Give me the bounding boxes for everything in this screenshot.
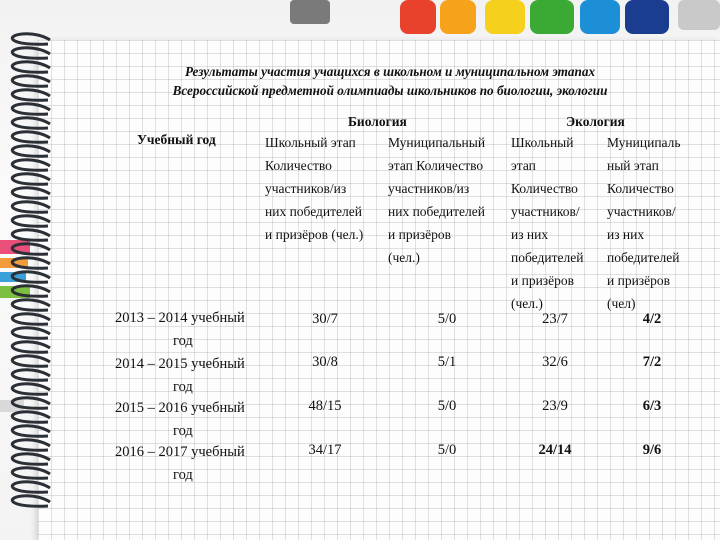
column-header-line: Школьный — [511, 135, 574, 150]
value-bio-school: 30/7 — [312, 311, 338, 327]
year-cell — [115, 353, 245, 399]
column-header-line: победителей — [511, 250, 584, 265]
value-eco-school: 24/14 — [538, 442, 572, 458]
year-cell-line: 2015 – 2016 учебный — [115, 400, 245, 416]
value-bio-municipal: 5/0 — [437, 311, 457, 327]
column-header-line: (чел) — [607, 296, 636, 311]
value-bio-municipal: 5/0 — [437, 398, 457, 414]
spiral-ring — [12, 300, 50, 310]
spiral-ring — [12, 496, 50, 506]
column-header-line: участников/из — [265, 181, 347, 196]
spiral-ring — [12, 258, 50, 268]
subject-ecology: Экология — [566, 114, 625, 129]
spiral-ring — [12, 440, 50, 450]
value-bio-municipal: 5/1 — [437, 354, 457, 370]
value-eco-municipal: 4/2 — [642, 311, 662, 327]
crayon-darkblue — [625, 0, 669, 34]
spiral-ring — [12, 314, 50, 324]
spiral-ring — [12, 468, 50, 478]
column-header-line: участников/ — [511, 204, 580, 219]
column-header-eco-municipal — [607, 131, 681, 315]
column-header-line: участников/из — [388, 181, 470, 196]
spiral-ring — [12, 482, 50, 492]
crayon-red — [400, 0, 436, 34]
column-header-line: участников/ — [607, 204, 676, 219]
year-cell — [115, 397, 245, 443]
column-header-line: победителей — [607, 250, 680, 265]
crayon-grey — [290, 0, 330, 24]
year-cell-line: 2013 – 2014 учебный — [115, 310, 245, 326]
column-header-line: них победителей — [388, 204, 485, 219]
column-header-line: них победителей — [265, 204, 362, 219]
year-cell-line: год — [173, 379, 193, 395]
year-cell — [115, 307, 245, 353]
spiral-ring — [12, 76, 50, 86]
value-eco-school: 23/9 — [542, 398, 568, 414]
value-eco-municipal: 6/3 — [642, 398, 662, 414]
column-header-line: Количество — [607, 181, 674, 196]
spiral-ring — [12, 356, 50, 366]
spiral-ring — [12, 328, 50, 338]
column-header-line: ный этап — [607, 158, 659, 173]
spiral-ring — [12, 62, 50, 72]
crayon-green — [530, 0, 574, 34]
year-cell-line: 2014 – 2015 учебный — [115, 356, 245, 372]
spiral-ring — [12, 174, 50, 184]
title-line-1: Результаты участия учащихся в школьном и муниципальном этапах — [184, 64, 596, 79]
spiral-ring — [12, 160, 50, 170]
value-bio-school: 30/8 — [312, 354, 338, 370]
spiral-ring — [12, 104, 50, 114]
spiral-ring — [12, 426, 50, 436]
value-eco-municipal: 7/2 — [642, 354, 662, 370]
year-cell-line: год — [173, 333, 193, 349]
year-cell-line: 2016 – 2017 учебный — [115, 444, 245, 460]
spiral-ring — [12, 342, 50, 352]
spiral-ring — [12, 90, 50, 100]
column-header-line: Количество — [511, 181, 578, 196]
spiral-ring — [12, 384, 50, 394]
column-header-line: из них — [607, 227, 645, 242]
year-cell-line: год — [173, 423, 193, 439]
spiral-ring — [12, 412, 50, 422]
spiral-ring — [12, 370, 50, 380]
column-header-line: из них — [511, 227, 549, 242]
crayon-yellow — [485, 0, 525, 34]
crayon-silver — [678, 0, 720, 30]
value-eco-school: 23/7 — [542, 311, 568, 327]
spiral-ring — [12, 286, 50, 296]
value-bio-school: 48/15 — [308, 398, 342, 414]
column-header-line: Школьный этап — [265, 135, 356, 150]
value-eco-school: 32/6 — [542, 354, 568, 370]
column-header-line: Муниципаль — [607, 135, 681, 150]
spiral-ring — [12, 272, 50, 282]
column-header-line: Муниципальный — [388, 135, 486, 150]
value-bio-municipal: 5/0 — [437, 442, 457, 458]
value-eco-municipal: 9/6 — [642, 442, 662, 458]
column-header-bio-school — [265, 131, 363, 246]
column-header-line: и призёров (чел.) — [265, 227, 364, 242]
column-header-line: Количество — [265, 158, 332, 173]
spiral-ring — [12, 48, 50, 58]
crayon-lightblue — [580, 0, 620, 34]
spiral-ring — [12, 244, 50, 254]
spiral-ring — [12, 132, 50, 142]
subject-biology: Биология — [348, 114, 407, 129]
column-header-line: (чел.) — [388, 250, 420, 265]
spiral-ring — [12, 454, 50, 464]
spiral-ring — [12, 230, 50, 240]
page-title — [90, 62, 690, 100]
column-header-eco-school — [511, 131, 583, 315]
column-header-line: этап Количество — [388, 158, 484, 173]
year-column-header: Учебный год — [137, 132, 216, 147]
year-cell — [115, 441, 245, 487]
crayon-orange — [440, 0, 476, 34]
year-cell-line: год — [173, 467, 193, 483]
spiral-ring — [12, 34, 50, 44]
spiral-ring — [12, 188, 50, 198]
spiral-binding — [0, 30, 80, 520]
value-bio-school: 34/17 — [308, 442, 342, 458]
column-header-line: и призёров — [388, 227, 451, 242]
spiral-ring — [12, 118, 50, 128]
spiral-ring — [12, 146, 50, 156]
column-header-line: (чел.) — [511, 296, 543, 311]
spiral-ring — [12, 398, 50, 408]
column-header-line: и призёров — [607, 273, 670, 288]
title-line-2: Всероссийской предметной олимпиады школьников по биологии, экологии — [172, 83, 608, 98]
column-header-line: и призёров — [511, 273, 574, 288]
spiral-ring — [12, 216, 50, 226]
column-header-bio-municipal — [388, 131, 485, 269]
column-header-line: этап — [511, 158, 536, 173]
crayons-decoration — [0, 0, 720, 40]
spiral-ring — [12, 202, 50, 212]
